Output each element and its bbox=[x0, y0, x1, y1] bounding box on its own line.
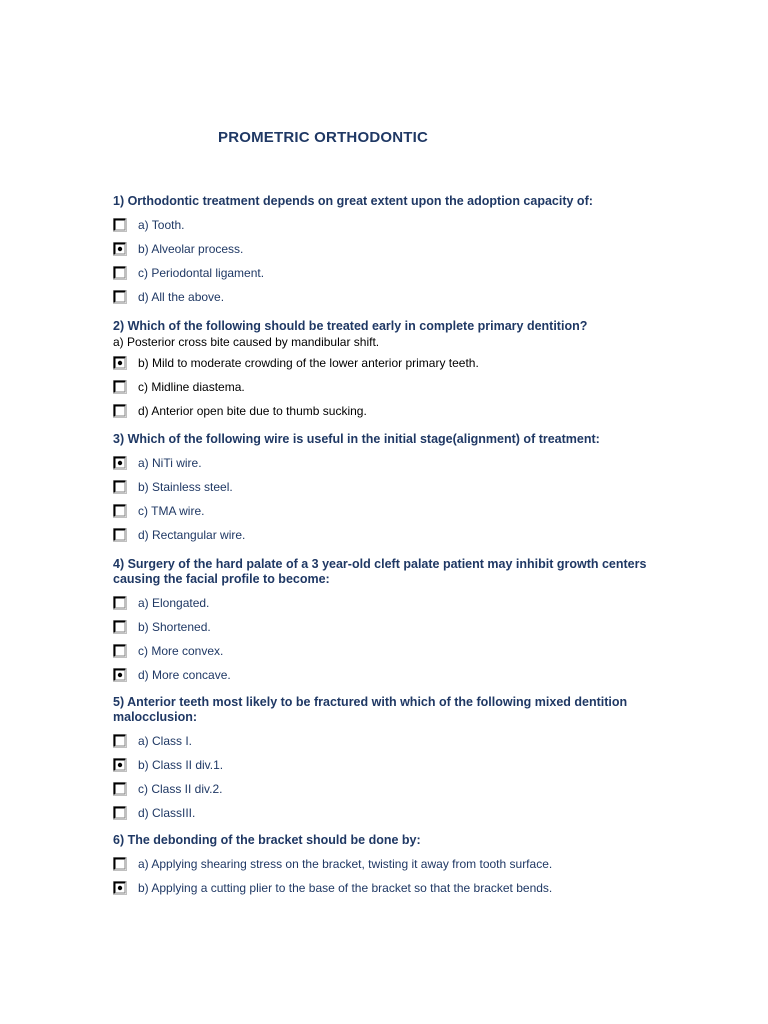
answer-option-d[interactable] bbox=[113, 523, 653, 547]
option-label: d) All the above. bbox=[138, 290, 225, 304]
radio-icon[interactable] bbox=[113, 881, 127, 895]
selected-dot-icon bbox=[118, 673, 122, 677]
question-3 bbox=[113, 432, 653, 547]
answer-option-b[interactable] bbox=[113, 876, 653, 900]
plain-option: a) Posterior cross bite caused by mandibular shift. bbox=[113, 335, 380, 349]
question-text: 2) Which of the following should be treated early in complete primary dentition? bbox=[113, 319, 588, 333]
radio-icon[interactable] bbox=[113, 528, 127, 542]
answer-option-d[interactable] bbox=[113, 399, 653, 423]
question-text: 5) Anterior teeth most likely to be fractured with which of the following mixed dentition malocclusion: bbox=[113, 695, 628, 724]
option-label: b) Alveolar process. bbox=[138, 242, 244, 256]
radio-icon[interactable] bbox=[113, 758, 127, 772]
question-text: 1) Orthodontic treatment depends on great extent upon the adoption capacity of: bbox=[113, 194, 593, 208]
selected-dot-icon bbox=[118, 461, 122, 465]
option-label: b) Class II div.1. bbox=[138, 758, 224, 772]
option-label: c) Class II div.2. bbox=[138, 782, 223, 796]
option-label: d) Rectangular wire. bbox=[138, 528, 246, 542]
option-label: a) Class I. bbox=[138, 734, 193, 748]
question-5 bbox=[113, 695, 653, 825]
radio-icon[interactable] bbox=[113, 857, 127, 871]
option-label: b) Stainless steel. bbox=[138, 480, 233, 494]
radio-icon[interactable] bbox=[113, 266, 127, 280]
answer-option-b[interactable] bbox=[113, 753, 653, 777]
answer-option-b[interactable] bbox=[113, 615, 653, 639]
radio-icon[interactable] bbox=[113, 218, 127, 232]
page-title: PROMETRIC ORTHODONTIC bbox=[218, 129, 429, 146]
selected-dot-icon bbox=[118, 361, 122, 365]
question-1 bbox=[113, 194, 653, 309]
radio-icon[interactable] bbox=[113, 356, 127, 370]
radio-icon[interactable] bbox=[113, 504, 127, 518]
answer-option-a[interactable] bbox=[113, 729, 653, 753]
option-label: b) Shortened. bbox=[138, 620, 211, 634]
answer-option-a[interactable] bbox=[113, 451, 653, 475]
answer-option-b[interactable] bbox=[113, 351, 653, 375]
answer-option-a[interactable] bbox=[113, 852, 653, 876]
radio-icon[interactable] bbox=[113, 734, 127, 748]
option-label: c) TMA wire. bbox=[138, 504, 205, 518]
question-6 bbox=[113, 833, 653, 900]
option-label: c) More convex. bbox=[138, 644, 224, 658]
question-2 bbox=[113, 319, 653, 423]
radio-icon[interactable] bbox=[113, 290, 127, 304]
answer-option-a[interactable] bbox=[113, 591, 653, 615]
answer-option-c[interactable] bbox=[113, 375, 653, 399]
answer-option-d[interactable] bbox=[113, 663, 653, 687]
radio-icon[interactable] bbox=[113, 596, 127, 610]
radio-icon[interactable] bbox=[113, 380, 127, 394]
answer-option-c[interactable] bbox=[113, 639, 653, 663]
answer-option-c[interactable] bbox=[113, 499, 653, 523]
radio-icon[interactable] bbox=[113, 480, 127, 494]
radio-icon[interactable] bbox=[113, 668, 127, 682]
answer-option-d[interactable] bbox=[113, 285, 653, 309]
option-label: a) NiTi wire. bbox=[138, 456, 202, 470]
radio-icon[interactable] bbox=[113, 644, 127, 658]
option-label: b) Mild to moderate crowding of the lower anterior primary teeth. bbox=[138, 356, 479, 370]
option-label: d) More concave. bbox=[138, 668, 231, 682]
answer-option-c[interactable] bbox=[113, 777, 653, 801]
question-text: 3) Which of the following wire is useful in the initial stage(alignment) of treatment: bbox=[113, 432, 600, 446]
radio-icon[interactable] bbox=[113, 806, 127, 820]
answer-option-d[interactable] bbox=[113, 801, 653, 825]
question-text: 4) Surgery of the hard palate of a 3 year-old cleft palate patient may inhibit growth centers causing the facial profile to become: bbox=[113, 557, 647, 586]
option-label: d) ClassIII. bbox=[138, 806, 196, 820]
option-label: c) Periodontal ligament. bbox=[138, 266, 265, 280]
option-label: a) Tooth. bbox=[138, 218, 185, 232]
selected-dot-icon bbox=[118, 886, 122, 890]
radio-icon[interactable] bbox=[113, 456, 127, 470]
option-label: a) Applying shearing stress on the bracket, twisting it away from tooth surface. bbox=[138, 857, 553, 871]
answer-option-b[interactable] bbox=[113, 475, 653, 499]
option-label: c) Midline diastema. bbox=[138, 380, 245, 394]
question-4 bbox=[113, 557, 653, 687]
option-label: b) Applying a cutting plier to the base of the bracket so that the bracket bends. bbox=[138, 881, 553, 895]
answer-option-a[interactable] bbox=[113, 213, 653, 237]
selected-dot-icon bbox=[118, 247, 122, 251]
selected-dot-icon bbox=[118, 763, 122, 767]
radio-icon[interactable] bbox=[113, 242, 127, 256]
option-label: d) Anterior open bite due to thumb sucking. bbox=[138, 404, 367, 418]
radio-icon[interactable] bbox=[113, 404, 127, 418]
question-text: 6) The debonding of the bracket should be done by: bbox=[113, 833, 421, 847]
option-label: a) Elongated. bbox=[138, 596, 210, 610]
radio-icon[interactable] bbox=[113, 782, 127, 796]
answer-option-c[interactable] bbox=[113, 261, 653, 285]
radio-icon[interactable] bbox=[113, 620, 127, 634]
answer-option-b[interactable] bbox=[113, 237, 653, 261]
